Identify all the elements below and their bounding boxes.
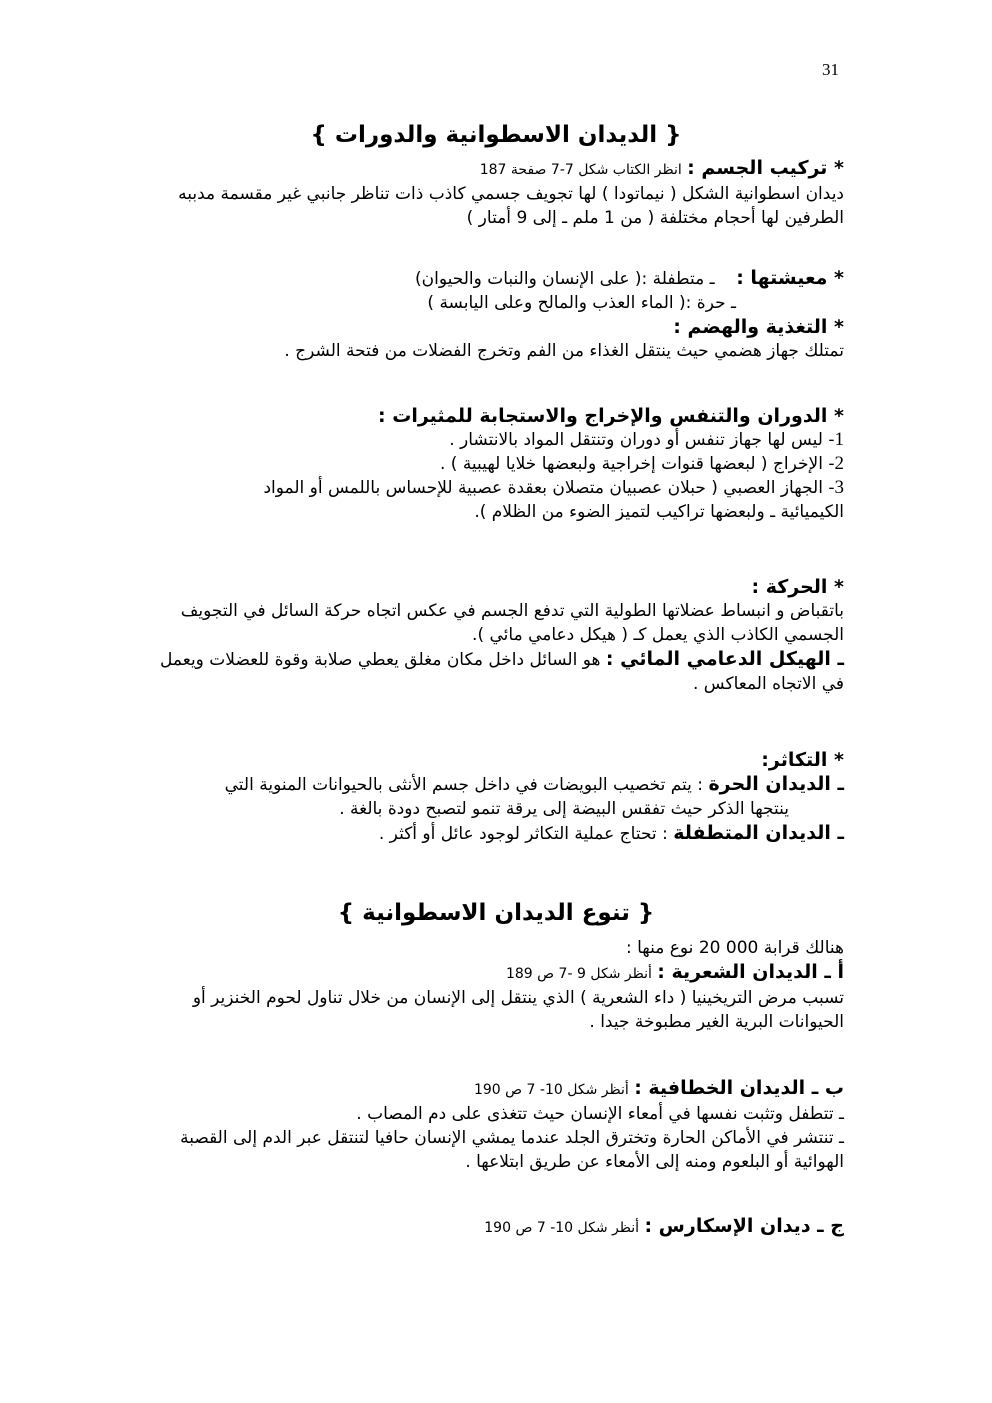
section-diversity [144, 936, 844, 1034]
paragraph-line: الهوائية أو البلعوم ومنه إلى الأمعاء عن طريق ابتلاعها . [465, 1152, 844, 1172]
figure-ref: انظر الكتاب شكل 7-7 صفحة 187 [479, 162, 682, 178]
circulation-heading: * الدوران والتنفس والإخراج والاستجابة للمثيرات : [378, 405, 844, 427]
list-item [144, 476, 844, 500]
subheading-text: ب ـ الديدان الخطافية : [634, 1077, 844, 1099]
habitat-free: ـ حرة :( الماء العذب والمالح وعلى اليابسة ) [427, 293, 736, 313]
heading-text: * معيشتها : [736, 267, 844, 289]
paragraph-line: تسبب مرض التريخينيا ( داء الشعرية ) الذي ينتقل إلى الإنسان من خلال تناول لحوم الخنزير أو [192, 988, 844, 1008]
section-habitat [144, 266, 844, 363]
item-text: - ليس لها جهاز تنفس أو دوران وتنتقل المواد بالانتشار . [449, 430, 835, 450]
ascaris-heading-line [144, 1214, 844, 1240]
title-nematodes: { الديدان الاسطوانية والدورات } [310, 122, 682, 148]
section-circulation [144, 404, 844, 524]
subheading-text: أ ـ الديدان الشعرية : [657, 961, 844, 983]
item-text: - الإخراج ( لبعضها قنوات إخراجية ولبعضها خلايا لهيبية ) . [439, 454, 835, 474]
hookworm-heading-line [144, 1076, 844, 1102]
paragraph-line: ـ تنتشر في الأماكن الحارة وتخترق الجلد عندما يمشي الإنسان حافيا لتنتقل عبر الدم إلى القصبة [180, 1128, 844, 1148]
list-item [144, 428, 844, 452]
free-worms-line [144, 772, 844, 797]
list-item [144, 452, 844, 476]
figure-ref: أنظر شكل 10- 7 ص 190 [484, 1220, 640, 1236]
parasitic-worms-line [144, 821, 844, 846]
paragraph-line: الطرفين لها أحجام مختلفة ( من 1 ملم ـ إلى 9 أمتار ) [466, 208, 844, 228]
heading-text: * تركيب الجسم : [687, 157, 844, 179]
paragraph-line: الجسمي الكاذب الذي يعمل كـ ( هيكل دعامي مائي ). [472, 625, 844, 645]
subheading-text: ـ الديدان المتطفلة [673, 822, 844, 844]
paragraph-line: باتقباض و انبساط عضلاتها الطولية التي تدفع الجسم في عكس اتجاه حركة السائل في التجويف [180, 601, 844, 621]
definition-text: : تحتاج عملية التكاثر لوجود عائل أو أكثر . [378, 824, 668, 844]
nutrition-heading: * التغذية والهضم : [673, 316, 844, 338]
reproduction-heading: * التكاثر: [761, 749, 844, 771]
paragraph-line: هنالك قرابة 000 20 نوع منها : [625, 938, 844, 958]
section-body-structure [144, 156, 844, 230]
section-ascaris [144, 1214, 844, 1240]
trichinella-heading-line [144, 960, 844, 986]
item-number: 3 [834, 477, 844, 498]
hydrostatic-skeleton-line [144, 647, 844, 672]
page-number: 31 [822, 60, 839, 79]
figure-ref: أنظر شكل 10- 7 ص 190 [473, 1082, 629, 1098]
section-movement [144, 575, 844, 696]
paragraph-line: ديدان اسطوانية الشكل ( نيماتودا ) لها تجويف جسمي كاذب ذات تناظر جانبي غير مقسمة مدببه [178, 184, 844, 204]
paragraph-line: الكيميائية ـ ولبعضها تراكيب لتميز الضوء من الظلام ). [474, 502, 844, 522]
subheading-text: ـ الديدان الحرة [708, 773, 844, 795]
habitat-line-1 [144, 266, 844, 291]
paragraph-line: الحيوانات البرية الغير مطبوخة جيدا . [589, 1012, 844, 1032]
title-diversity: { تنوع الديدان الاسطوانية } [337, 900, 655, 926]
item-number: 1 [834, 429, 844, 450]
definition-text: : يتم تخصيب البويضات في داخل جسم الأنثى بالحيوانات المنوية التي [224, 775, 704, 795]
movement-heading: * الحركة : [751, 576, 844, 598]
body-structure-heading [144, 156, 844, 182]
section-hookworms [144, 1076, 844, 1174]
paragraph-line: ـ تتطفل وتثبت نفسها في أمعاء الإنسان حيث تتغذى على دم المصاب . [356, 1104, 844, 1124]
subheading-text: ج ـ ديدان الإسكارس : [644, 1215, 844, 1237]
definition-text: هو السائل داخل مكان مغلق يعطي صلابة وقوة للعضلات ويعمل [160, 650, 601, 670]
item-text: - الجهاز العصبي ( حبلان عصبيان متصلان بعقدة عصبية للإحساس باللمس أو المواد [263, 478, 835, 498]
paragraph-line: في الاتجاه المعاكس . [693, 674, 844, 694]
figure-ref: أنظر شكل 9 -7 ص 189 [505, 966, 652, 982]
section-reproduction [144, 748, 844, 846]
paragraph-line: ينتجها الذكر حيث تفقس البيضة إلى يرقة تنمو لتصبح دودة بالغة . [339, 799, 789, 819]
paragraph-line: تمتلك جهاز هضمي حيث ينتقل الغذاء من الفم وتخرج الفضلات من فتحة الشرج . [284, 341, 844, 361]
item-number: 2 [834, 453, 844, 474]
habitat-parasitic: ـ متطفلة :( على الإنسان والنبات والحيوان) [414, 269, 715, 289]
subheading-text: ـ الهيكل الدعامي المائي : [605, 648, 844, 670]
